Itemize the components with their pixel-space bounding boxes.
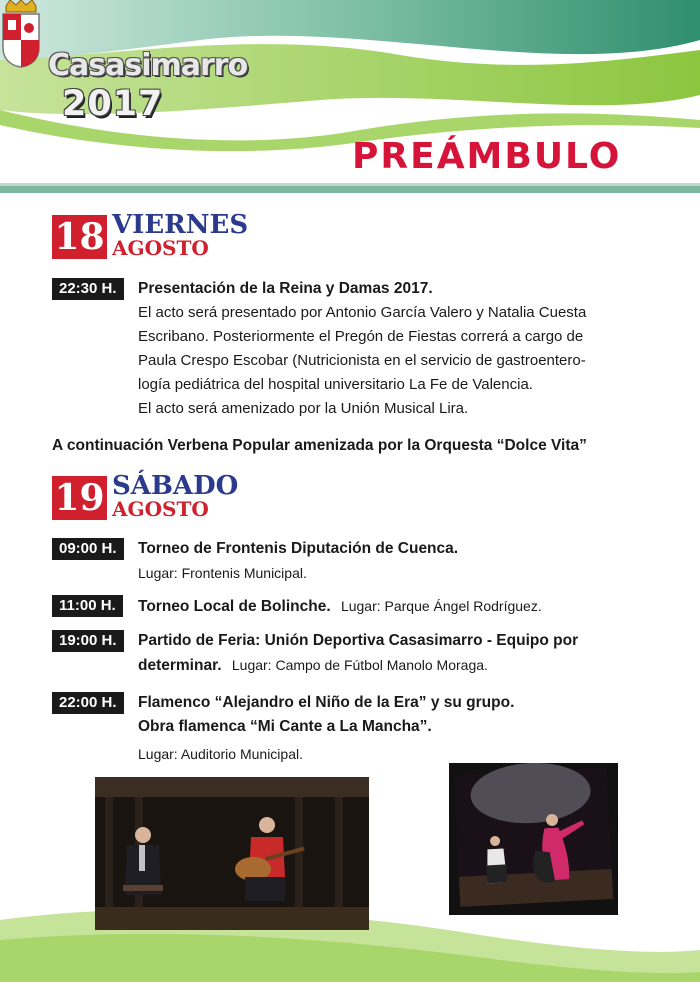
event-item (138, 537, 458, 561)
event-title: Torneo Local de Bolinche. (138, 598, 331, 615)
event-item (138, 691, 514, 739)
event-title-continued: determinar. (138, 657, 222, 674)
event-description-line: Escribano. Posteriormente el Pregón de Fiestas correrá a cargo de (138, 328, 584, 345)
flamenco-dancers-photo (449, 763, 618, 915)
event-description-line: Paula Crespo Escobar (Nutricionista en el servicio de gastroentero- (138, 352, 586, 369)
town-crest-icon (0, 0, 42, 68)
event-item (138, 277, 586, 421)
event-item (138, 629, 578, 678)
event-location: Lugar: Campo de Fútbol Manolo Moraga. (231, 657, 488, 673)
event-location: Lugar: Parque Ángel Rodríguez. (340, 598, 542, 614)
event-time-badge: 19:00 H. (52, 630, 124, 652)
event-description-line: logía pediátrica del hospital universitario La Fe de Valencia. (138, 376, 533, 393)
section-title: PREÁMBULO (352, 136, 622, 177)
event-title: Flamenco “Alejandro el Niño de la Era” y su grupo. (138, 694, 515, 711)
day-name: SÁBADO (112, 471, 239, 501)
event-title: Torneo de Frontenis Diputación de Cuenca. (138, 540, 459, 557)
event-location: Lugar: Frontenis Municipal. (138, 565, 307, 581)
event-title: Presentación de la Reina y Damas 2017. (138, 280, 433, 297)
verbena-announcement: A continuación Verbena Popular amenizada por la Orquesta “Dolce Vita” (52, 437, 587, 454)
flamenco-singer-guitarist-photo (95, 777, 369, 930)
event-location: Lugar: Auditorio Municipal. (138, 746, 303, 762)
event-title: Partido de Feria: Unión Deportiva Casasimarro - Equipo por (138, 632, 579, 649)
event-description-line: El acto será amenizado por la Unión Musical Lira. (138, 400, 469, 417)
header-banner (0, 0, 700, 195)
day-name: VIERNES (112, 210, 249, 240)
event-time-badge: 11:00 H. (52, 595, 123, 617)
event-item (138, 594, 542, 619)
year-logo: 2017 (62, 84, 164, 124)
event-time-badge: 09:00 H. (52, 538, 124, 560)
event-time-badge: 22:00 H. (52, 692, 124, 714)
day-month: AGOSTO (112, 497, 209, 521)
town-name-logo: Casasimarro (48, 48, 248, 83)
day-month: AGOSTO (112, 236, 209, 260)
day-number: 19 (52, 476, 107, 520)
event-description-line: El acto será presentado por Antonio García Valero y Natalia Cuesta (138, 304, 587, 321)
event-title-continued: Obra flamenca “Mi Cante a La Mancha”. (138, 718, 432, 735)
event-time-badge: 22:30 H. (52, 278, 124, 300)
day-number: 18 (52, 215, 107, 259)
